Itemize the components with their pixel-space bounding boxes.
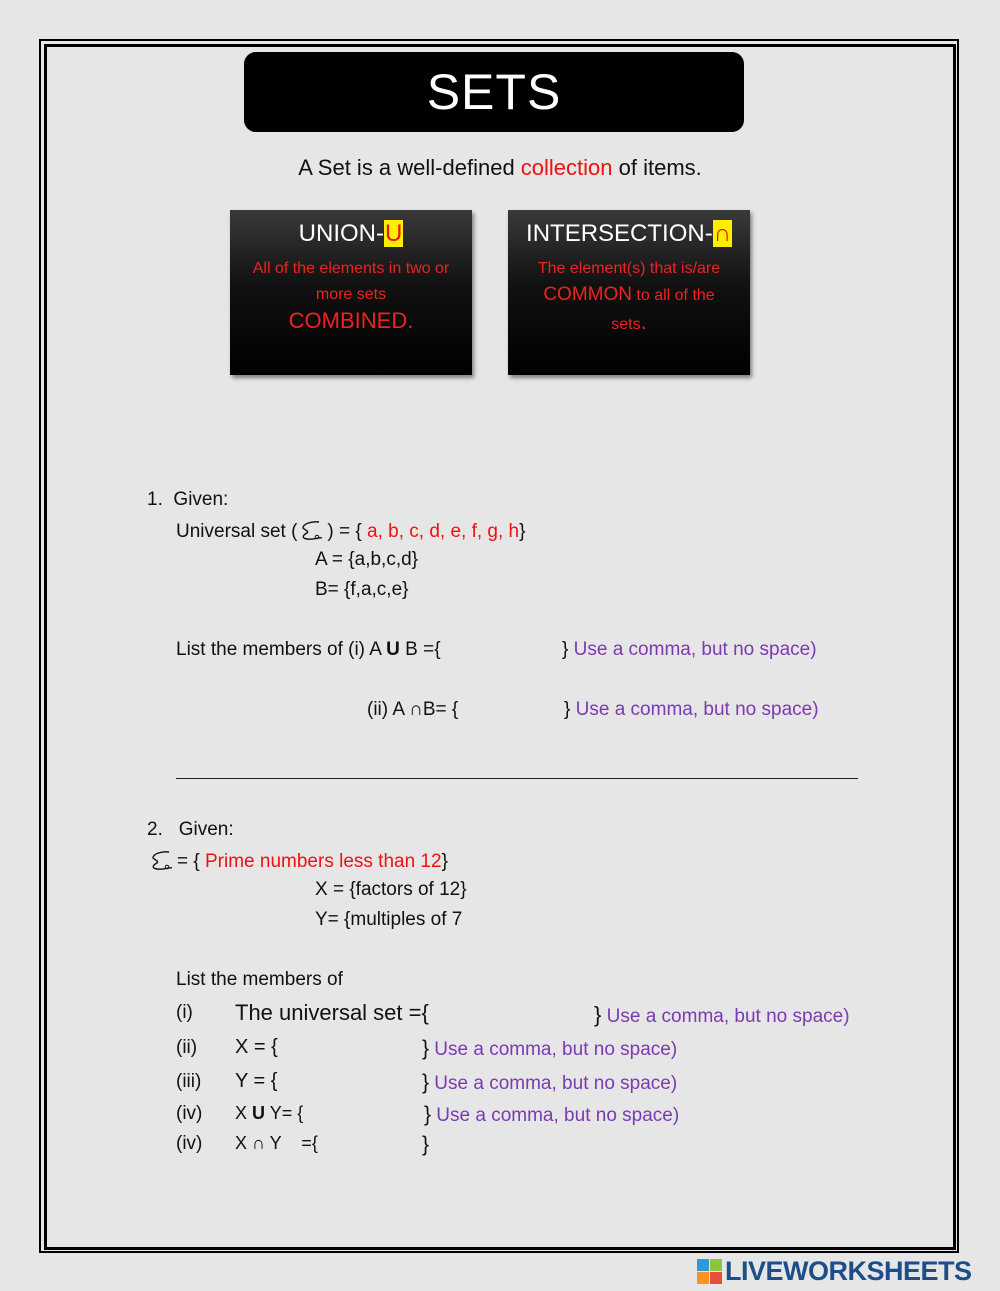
q2-item-iv-hint: Use a comma, but no space) [436,1105,680,1126]
q2-item-iv-number: (iv) [176,1103,203,1124]
q1-part-i-brace: } [562,639,569,660]
definition-text: A Set is a well-defined [298,155,521,180]
q2-union-symbol: U [252,1103,266,1123]
q2-item-iii-hint-line [422,1071,677,1095]
q2-heading [147,819,234,841]
q2-list-intro: List the members of [176,969,343,990]
q2-item-v-brace: } [422,1133,430,1156]
intersection-card [508,210,750,375]
q2-number: 2. [147,819,163,840]
q2-item-i-brace: } [594,1002,602,1027]
q2-item-v-label: X ∩ Y ={ [235,1133,318,1153]
intersection-desc-text: The element(s) that is/are [537,260,721,277]
q2-item-iii-brace: } [422,1071,430,1094]
q2-set-x: X = {factors of 12} [315,879,467,900]
q1-part-i-label: List the members of (i) A [176,639,387,660]
q1-set-b: B= {f,a,c,e} [315,579,409,600]
q1-part-ii-hint-line [564,699,819,721]
q1-number: 1. [147,489,163,510]
intersection-symbol: ∩ [713,220,731,247]
q1-universal-members: a, b, c, d, e, f, g, h [361,521,520,542]
q1-universal-close: ) = { [327,521,362,542]
q2-item-i-hint: Use a comma, but no space) [606,1006,850,1027]
q2-item-iii-number: (iii) [176,1071,202,1092]
intersection-desc-text-2: to all of the [631,287,715,304]
q2-universal-members: Prime numbers less than 12 [205,851,442,872]
union-emphasis: COMBINED. [288,308,414,333]
section-divider [176,778,858,779]
q2-universal-set [147,849,448,873]
q2-universal-brace: } [441,851,448,872]
q1-union-symbol: U [386,639,400,660]
q1-universal-brace: } [519,521,526,542]
page-title: SETS [426,64,562,120]
q1-given: Given: [173,489,229,510]
intersection-period: . [640,309,647,334]
union-desc-text: All of the elements in two or more sets [252,260,450,303]
q2-item-iv-hint-line [424,1103,679,1127]
q2-item-iv-label-before: X [235,1103,253,1123]
q1-heading [147,489,228,511]
definition-text-end: of items. [612,155,702,180]
q2-item-i-number: (i) [176,1002,193,1023]
intersection-desc-end: sets [611,316,641,333]
q2-item-iv-label-after: Y= { [265,1103,304,1123]
union-title-text: UNION- [298,220,384,247]
q2-item-i-label: The universal set ={ [235,1000,429,1025]
q2-item-ii-number: (ii) [176,1037,198,1058]
q2-item-ii-label: X = { [235,1036,278,1058]
logo-mark-icon [697,1259,722,1284]
q2-item-ii-hint: Use a comma, but no space) [434,1039,678,1060]
universal-set-symbol-icon [297,519,327,541]
q2-item-iv-label [235,1103,303,1124]
q2-item-i-hint-line [594,1002,850,1028]
q2-item-ii-hint-line [422,1037,677,1061]
q1-part-i-hint-line [562,639,817,661]
universal-set-symbol-icon [147,849,177,871]
q1-part-i-hint: Use a comma, but no space) [573,639,817,660]
union-card [230,210,472,375]
q1-part-i-suffix: B ={ [399,639,441,660]
q2-answer-ii-input[interactable] [290,1037,418,1061]
union-description [230,256,472,337]
q1-answer-i-input[interactable] [468,639,560,663]
q1-universal-label: Universal set ( [176,521,298,542]
q1-universal-set [176,519,525,543]
q1-answer-ii-input[interactable] [470,699,562,723]
title-banner [244,52,744,132]
q2-answer-iv-input[interactable] [310,1103,420,1127]
union-title [230,220,472,248]
q2-item-v-number: (iv) [176,1133,203,1154]
liveworksheets-logo [697,1256,972,1287]
intersection-description [508,256,750,338]
q2-answer-v-input[interactable] [332,1133,420,1157]
q2-item-iv-brace: } [424,1103,432,1126]
q1-part-i [176,639,441,661]
q2-answer-i-input[interactable] [445,1002,590,1026]
intersection-emphasis: COMMON [543,284,632,305]
intersection-title [508,220,750,248]
q2-answer-iii-input[interactable] [290,1071,418,1095]
q2-item-iii-label: Y = { [235,1070,278,1092]
q2-set-y: Y= {multiples of 7 [315,909,463,930]
q1-part-ii-hint: Use a comma, but no space) [575,699,819,720]
q2-given: Given: [178,819,234,840]
q2-item-iii-hint: Use a comma, but no space) [434,1073,678,1094]
q1-part-ii-brace: } [564,699,571,720]
intersection-title-text: INTERSECTION- [526,220,713,247]
definition-highlight: collection [520,155,613,180]
set-definition [0,155,1000,181]
q2-item-ii-brace: } [422,1037,430,1060]
logo-text: LIVEWORKSHEETS [725,1256,972,1286]
q1-part-ii: (ii) A ∩B= { [367,699,459,720]
union-symbol: U [384,220,403,247]
q2-universal-open: = { [177,851,205,872]
q1-set-a: A = {a,b,c,d} [315,549,419,570]
